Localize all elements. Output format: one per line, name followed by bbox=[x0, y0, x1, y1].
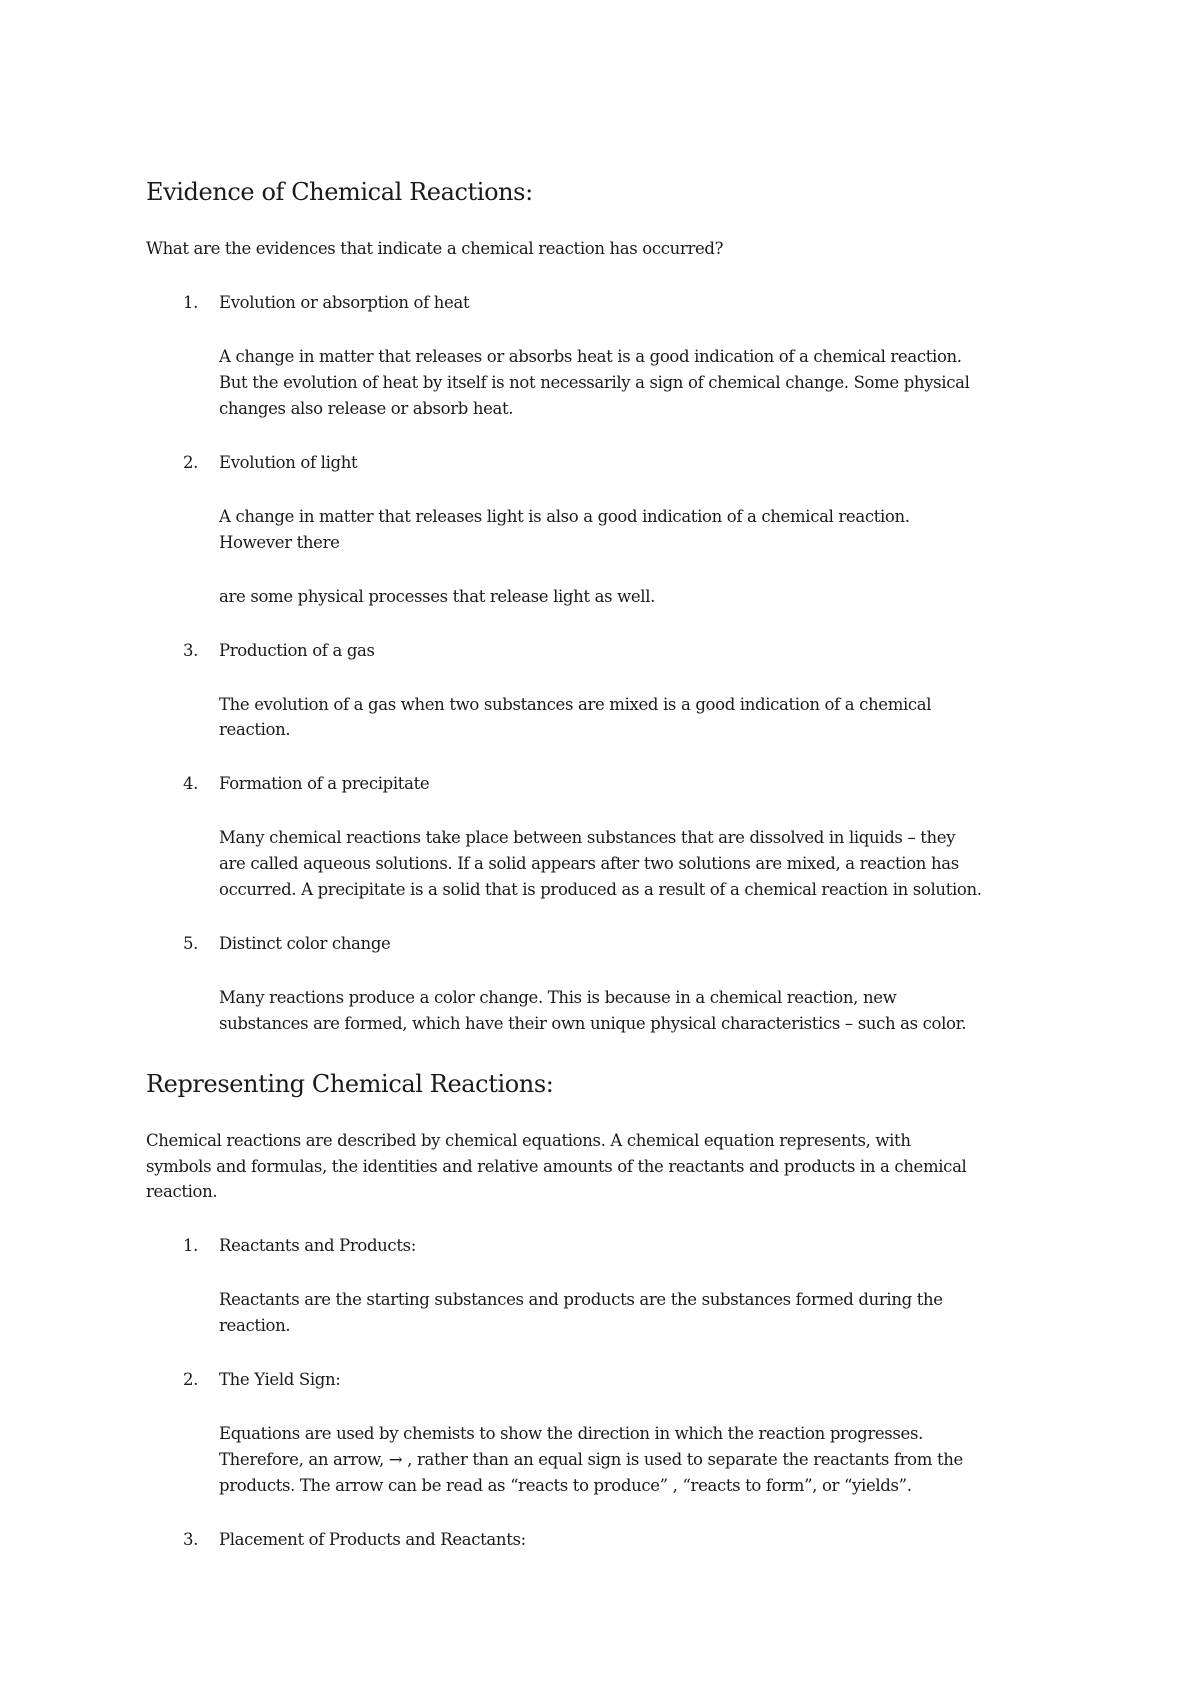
paragraph-line: reaction. bbox=[146, 1182, 218, 1201]
list-item-title: Formation of a precipitate bbox=[219, 774, 430, 793]
list-item-title: The Yield Sign: bbox=[219, 1370, 341, 1389]
paragraph-line: are some physical processes that release light as well. bbox=[219, 587, 656, 606]
list-number: 5. bbox=[182, 934, 198, 953]
paragraph-line: However there bbox=[219, 533, 340, 552]
list-number: 1. bbox=[182, 1236, 198, 1255]
list-item-title: Reactants and Products: bbox=[219, 1236, 416, 1255]
paragraph-line: Reactants are the starting substances and products are the substances formed during the bbox=[219, 1290, 943, 1309]
paragraph-line: changes also release or absorb heat. bbox=[219, 399, 514, 418]
section-heading: Representing Chemical Reactions: bbox=[146, 1070, 554, 1098]
paragraph-line: products. The arrow can be read as “reacts to produce” , “reacts to form”, or “yields”. bbox=[219, 1476, 912, 1495]
list-number: 2. bbox=[182, 1370, 198, 1389]
paragraph-line: occurred. A precipitate is a solid that is produced as a result of a chemical reaction in solution. bbox=[219, 880, 982, 899]
list-item-title: Evolution of light bbox=[219, 453, 358, 472]
paragraph-line: substances are formed, which have their own unique physical characteristics – such as color. bbox=[219, 1014, 967, 1033]
list-number: 1. bbox=[182, 293, 198, 312]
list-item-title: Production of a gas bbox=[219, 641, 375, 660]
paragraph-line: A change in matter that releases or absorbs heat is a good indication of a chemical reaction. bbox=[219, 347, 962, 366]
paragraph-line: Equations are used by chemists to show the direction in which the reaction progresses. bbox=[219, 1424, 923, 1443]
paragraph-line: Many chemical reactions take place between substances that are dissolved in liquids – they bbox=[219, 828, 956, 847]
list-number: 3. bbox=[182, 1530, 198, 1549]
paragraph-line: A change in matter that releases light is also a good indication of a chemical reaction. bbox=[219, 507, 910, 526]
paragraph-line: are called aqueous solutions. If a solid appears after two solutions are mixed, a reaction has bbox=[219, 854, 959, 873]
list-item-title: Evolution or absorption of heat bbox=[219, 293, 470, 312]
list-item-title: Distinct color change bbox=[219, 934, 391, 953]
paragraph-line: reaction. bbox=[219, 720, 291, 739]
paragraph-line: Therefore, an arrow, → , rather than an equal sign is used to separate the reactants from the bbox=[219, 1450, 963, 1469]
list-number: 2. bbox=[182, 453, 198, 472]
paragraph-line: Chemical reactions are described by chemical equations. A chemical equation represents, with bbox=[146, 1131, 911, 1150]
paragraph-line: But the evolution of heat by itself is not necessarily a sign of chemical change. Some physical bbox=[219, 373, 970, 392]
list-number: 4. bbox=[182, 774, 198, 793]
list-item-title: Placement of Products and Reactants: bbox=[219, 1530, 526, 1549]
paragraph-line: reaction. bbox=[219, 1316, 291, 1335]
paragraph-line: The evolution of a gas when two substances are mixed is a good indication of a chemical bbox=[219, 695, 932, 714]
list-number: 3. bbox=[182, 641, 198, 660]
section-heading: Evidence of Chemical Reactions: bbox=[146, 178, 533, 206]
intro-paragraph: What are the evidences that indicate a chemical reaction has occurred? bbox=[146, 239, 724, 258]
paragraph-line: Many reactions produce a color change. This is because in a chemical reaction, new bbox=[219, 988, 897, 1007]
paragraph-line: symbols and formulas, the identities and relative amounts of the reactants and products in a chemical bbox=[146, 1157, 967, 1176]
